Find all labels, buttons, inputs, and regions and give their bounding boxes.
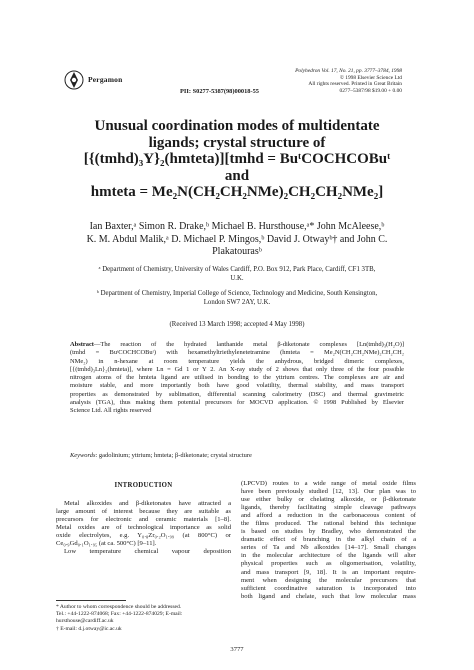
keywords-text: : gadolinium; yttrium; hmteta; β-diketonate; crystal structure — [95, 452, 252, 459]
footnote-rule — [56, 600, 126, 601]
journal-line: All rights reserved. Printed in Great Britain — [308, 81, 402, 88]
author-line: K. M. Abdul Malik,ᵃ D. Michael P. Mingos,ᵇ David J. Otwayᵇ† and John C. — [86, 233, 388, 245]
abstract-line: moisture stable, and more importantly both have good volatility, thermal stability, and mass transport — [70, 382, 404, 390]
section-heading: INTRODUCTION — [114, 482, 173, 489]
abstract-line: (tmhd = BuᵗCOCHCOBuᵗ) with hexamethyltriethylenetetramine (hmteta = Me₂N(CH₂CH₂NMe)₂CH₂CH₂ — [70, 349, 404, 357]
title-line: and — [224, 167, 250, 184]
abstract-label: Abstract — [70, 341, 94, 348]
body-line: is based on studies by Bradley, who demonstrated the — [241, 528, 416, 536]
body-line: physical properties such as oligomerisation, volatility, — [241, 560, 416, 568]
footnote-line: † E-mail: d.j.otway@ic.ac.uk — [56, 625, 122, 632]
body-line: both ligand and chelate, such that low molecular mass — [241, 592, 416, 600]
affiliation-line: London SW7 2AY, U.K. — [203, 298, 271, 306]
body-line: Metal oxides are of technological importance as solid — [56, 524, 231, 532]
body-line: Metal alkoxides and β-diketonates have attracted a — [64, 500, 231, 508]
keywords — [70, 452, 404, 459]
footnotes — [56, 600, 231, 633]
author-list — [54, 221, 420, 259]
left-column — [56, 480, 231, 556]
footnote-line: * Author to whom correspondence should be addressed. — [56, 604, 182, 610]
affiliation-line: U.K. — [230, 274, 244, 282]
body-line: have been previously studied [12, 13]. Our plan was to — [241, 488, 416, 496]
abstract-text: —The reaction of the hydrated lanthanide metal β-diketonate complexes [Ln(tmhd)₃(H₂O)] — [93, 341, 404, 348]
journal-line: © 1998 Elsevier Science Ltd — [339, 74, 402, 81]
pii-identifier: PII: S0277-5387(98)00018-55 — [180, 88, 259, 95]
title-line: hmteta = Me₂N(CH₂CH₂NMe)₂CH₂CH₂NMe₂] — [90, 184, 384, 200]
journal-line: Polyhedron Vol. 17, No. 21, pp. 3777–3784, 1998 — [295, 68, 402, 74]
body-line: (LPCVD) routes to a wide range of metal oxide films — [241, 480, 416, 487]
affiliation-line: ᵇ Department of Chemistry, Imperial College of Science, Technology and Medicine, South Kensington, — [96, 290, 378, 297]
footnote-line: Tel.: +44-1222-874068; Fax: +44-1222-874029; E-mail: — [56, 611, 183, 618]
body-line: the films produced. The rational behind this technique — [241, 520, 416, 528]
keywords-label: Keywords — [70, 452, 96, 459]
body-line: ment when designing the molecular precursors that — [241, 576, 416, 584]
abstract — [70, 341, 404, 415]
body-line: dramatic effect of branching in the alkyl chain of a — [241, 536, 416, 544]
author-line: Ian Baxter,ᵃ Simon R. Drake,ᵇ Michael B. Hursthouse,ᵃ* John McAleese,ᵇ — [89, 221, 385, 232]
body-line: series of Ta and Nb alkoxides [14–17]. Small changes — [241, 544, 416, 552]
received-dates: (Received 13 March 1998; accepted 4 May 1998) — [169, 321, 305, 328]
abstract-line — [70, 341, 404, 349]
abstract-line: analysis (TGA), thus making them potential precursors for MOCVD application. © 1998 Published by Elsevier — [70, 398, 404, 406]
abstract-line: Science Ltd. All rights reserved — [70, 407, 152, 414]
body-line: Low temperature chemical vapour deposition — [64, 548, 231, 556]
footnote-line: hursthouse@cardiff.ac.uk — [56, 618, 114, 625]
abstract-line: NMe₂) in n-hexane at room temperature yields the anhydrous, bridged dimeric complexes, — [70, 357, 404, 365]
title-line: ligands; crystal structure of — [148, 134, 326, 151]
page-number: 3777 — [230, 646, 244, 653]
publisher-name: Pergamon — [88, 75, 123, 84]
body-line: sufficient coordinative saturation is incorporated into — [241, 584, 416, 592]
affiliation-b — [60, 290, 414, 307]
body-line: ligands, thereby facilitating simple cleavage pathways — [241, 504, 416, 512]
body-line: and afford a reduction in the carbonaceous content of — [241, 512, 416, 520]
author-line: Plakatourasᵇ — [212, 246, 262, 257]
body-line: precursors for electronic and ceramic materials [1–8]. — [56, 516, 231, 524]
right-column — [241, 480, 416, 601]
title-line: [{(tmhd)₃Y}₂(hmteta)][tmhd = BuᵗCOCHCOBuᵗ — [83, 151, 391, 167]
journal-line: 0277–5387/98 $19.00 + 0.00 — [339, 87, 402, 94]
affiliation-line: ᵃ Department of Chemistry, University of Wales Cardiff, P.O. Box 912, Park Place, Cardiff, CF1 3TB, — [98, 266, 376, 273]
affiliation-a — [60, 266, 414, 283]
paper-title — [40, 118, 434, 201]
body-line: large amount of interest because they are suitable as — [56, 508, 231, 516]
title-line: Unusual coordination modes of multidentate — [94, 118, 380, 134]
body-line: oxide electrolytes, e.g. Y₀.₈Zr₀.₂O₁.₉₉ (at 800°C) or — [56, 532, 231, 540]
abstract-line: properties as demonstrated by sublimation, differential scanning calorimetry (DSC) and thermal gravimetric — [70, 390, 404, 398]
body-line: in the molecular architecture of the ligands will alter — [241, 552, 416, 560]
journal-citation — [242, 68, 402, 94]
pergamon-logo-icon — [64, 70, 84, 90]
body-line: Ce₀.₉Gd₀.₁O₁.₉₅ (at ca. 500°C) [9–11]. — [56, 540, 157, 548]
body-line: use either bulky or chelating alkoxide, or β-diketonate — [241, 496, 416, 504]
body-line: and mass transport [9, 18]. It is an important require- — [241, 568, 416, 576]
abstract-line: [{(tmhd)₃Ln}₂(hmteta)], where Ln = Gd 1 or Y 2. An X-ray study of 2 shows that only three of the four possible — [70, 365, 404, 373]
abstract-line: nitrogen atoms of the hmteta ligand are utilised in bonding to the yttrium centres. The complexes are air and — [70, 374, 404, 381]
